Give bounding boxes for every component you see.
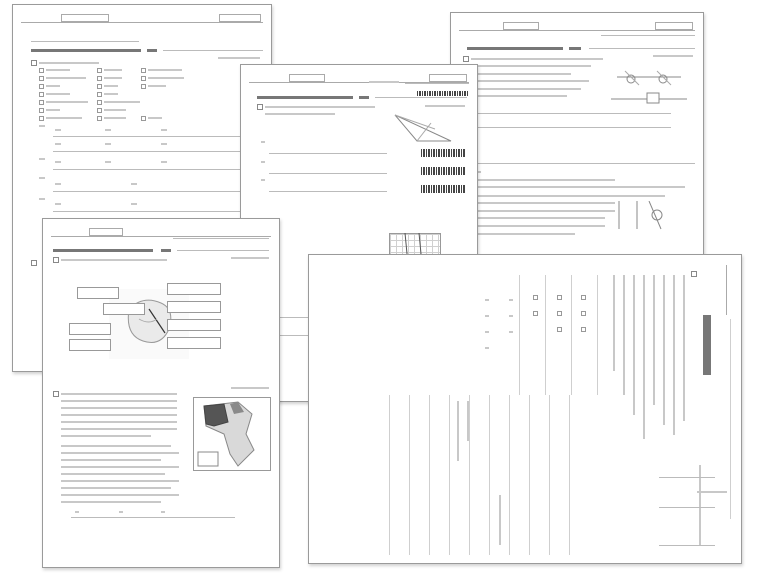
map-label-box [167,283,221,295]
map-label-box [69,339,111,351]
worksheet-science-left [450,12,704,284]
section-bar [31,49,141,52]
sheet-header [459,23,695,31]
section-bar [467,47,563,50]
question-number [257,104,263,110]
section-bar [53,249,153,252]
name-line [405,83,469,84]
name-box [289,74,325,82]
section-bar [703,315,711,375]
triangle-figure [391,109,455,145]
sheet-header [21,15,263,23]
points-note [425,105,465,107]
question-text [471,58,603,60]
sheet-header [51,229,271,237]
sheet-header [249,75,469,83]
map-label-box [103,303,145,315]
section-bar-short [569,47,581,50]
name-box [89,228,123,236]
section-bar [257,96,353,99]
section-rule [177,250,269,251]
section-rule [375,97,467,98]
pulley-diagram [611,57,695,111]
points-note [697,491,727,493]
question-text [39,62,99,64]
title-rule [31,41,139,42]
question-number [31,60,37,66]
rod-diagram [611,201,671,233]
worksheet-social [42,218,280,568]
map-label-box [167,319,221,331]
score-box [655,22,693,30]
name-line [601,35,695,36]
score-box [429,74,467,82]
score-box [219,14,261,22]
points-note [218,57,260,59]
barcode-answer [421,167,465,175]
points-note [231,257,269,259]
name-box [503,22,539,30]
question-text [265,106,375,108]
section-bar-short [359,96,369,99]
map-label-box [69,323,111,335]
map-label-box [167,301,221,313]
sheet-header [726,265,733,315]
worksheet-japanese [308,254,742,564]
question-number [691,271,697,277]
africa-map [193,397,271,471]
section-rule [163,50,263,51]
question-number [463,56,469,62]
points-note [231,387,269,389]
section-rule [589,48,695,49]
name-box [61,14,109,22]
barcode-answer [421,149,465,157]
map-label-box [167,337,221,349]
barcode-answer [421,185,465,193]
question-number [53,391,59,397]
question-text [61,259,167,261]
name-line [173,238,269,239]
map-label-box [77,287,119,299]
section-bar-short [147,49,157,52]
section-bar-short [161,249,171,252]
barcode-header [417,91,469,96]
question-number [53,257,59,263]
